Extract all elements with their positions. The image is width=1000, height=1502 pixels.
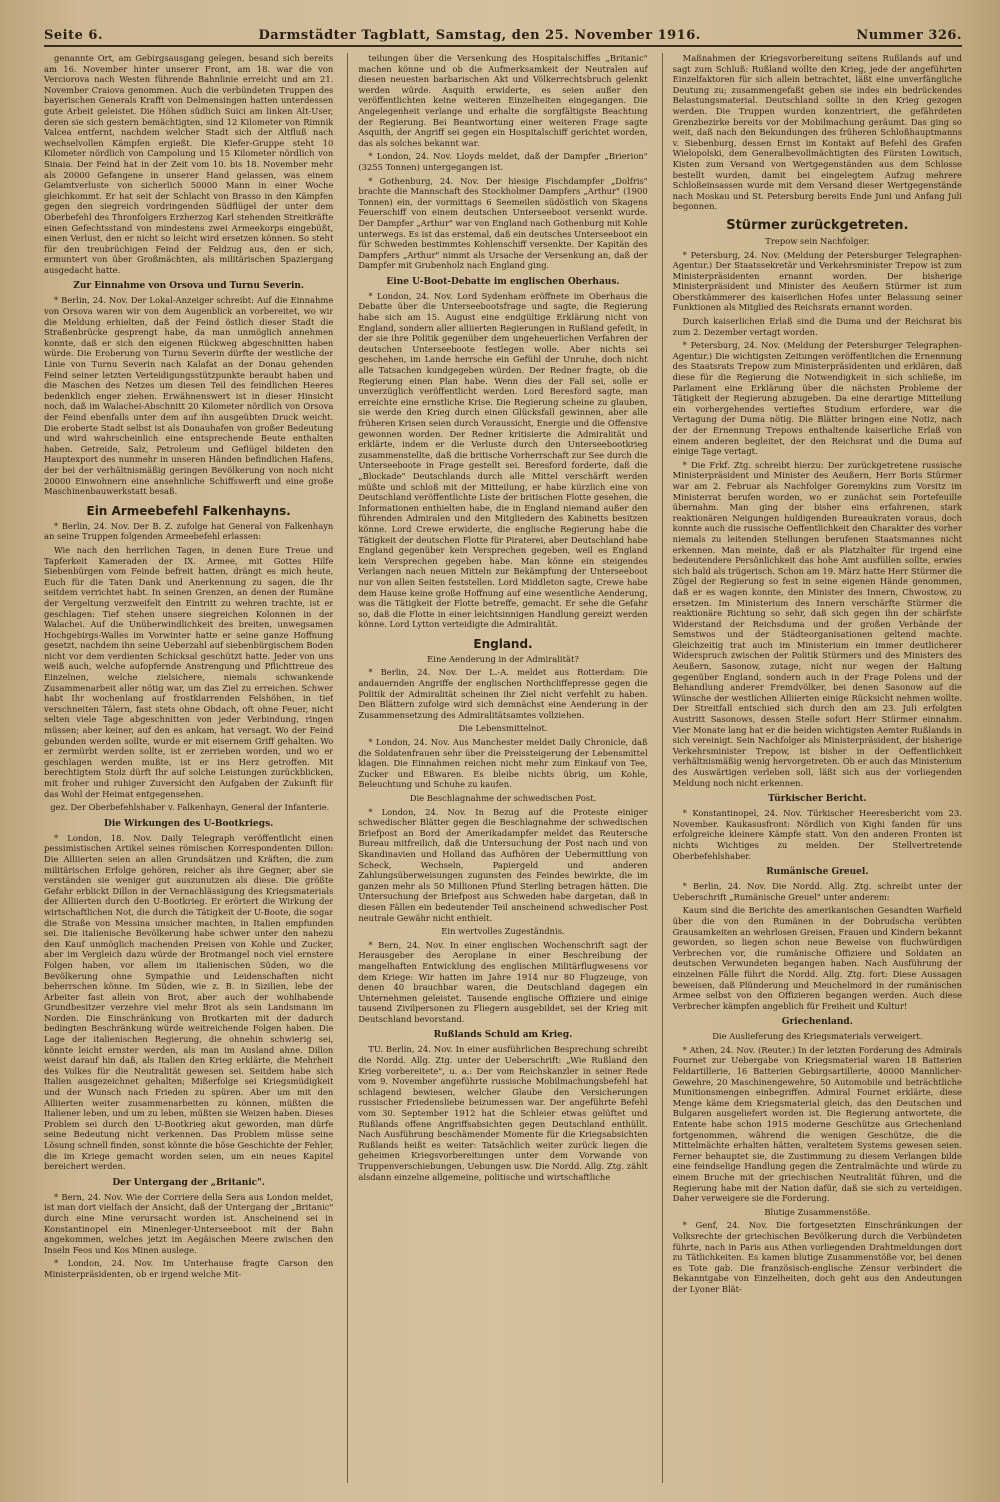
paragraph: * Genf, 24. Nov. Die fortgesetzten Einschränkungen der Volksrechte der griechischen Bevölkerung durch die Verbündeten führte, nach in Paris aus Athen vorliegenden Drahtmeldungen dort zu Tätlichkeiten. Es kamen blutige Zusammenstöße vor, bei denen es Tote gab. Die französisch-englische Zensur verbindert die Bekanntgabe von Einzelheiten, doch geht aus den Andeutungen der Lyoner Blät-: [672, 1220, 962, 1294]
paragraph: Maßnahmen der Kriegsvorbereitung seitens Rußlands auf und sagt zum Schluß: Rußland wollte den Krieg, jede der angeführten Einzelfaktoren für sich allein betrachtet, läßt eine unverfängliche Deutung zu; zusammengefaßt geben sie indes ein bedrückendes Belastungsmaterial. Deutschland sollte in den Krieg gezogen werden. Die Truppen wurden konzentriert, die gefährdeten Grenzbezirke bereits vor der Mobilmachung geräumt. Das ging so weit, daß nach den Bekundungen des früheren Schloßhauptmanns v. Siebenburg, dessen Ernst im Kontakt auf Befehl des Grafen Wielopolski, dem Generalbevollmächtigten des Fürsten Lowitsch, Kisten zum Versand von Wertgegenständen aus dem Schlosse bestellt wurden, damit bei eingelegtem Aufzug mehrere Schloßeinsassen wurde mit dem Versand dieser Wertgegenstände nach Moskau und St. Petersburg bereits Ende Juni und Anfang Juli begonnen.: [672, 53, 962, 212]
headline: Stürmer zurückgetreten.: [726, 217, 909, 233]
paragraph: * Konstantinopel, 24. Nov. Türkischer Heeresbericht vom 23. November. Kaukasusfront: Nördlich von Kighi fanden für uns erfolgreiche kleinere Kämpfe statt. Von den anderen Fronten ist nichts Wichtiges zu melden. Der Stellvertretende Oberbefehlshaber.: [672, 808, 962, 861]
headline: Türkischer Bericht.: [768, 794, 867, 805]
headline: Griechenland.: [781, 1017, 853, 1028]
paragraph: TU. Berlin, 24. Nov. In einer ausführlichen Besprechung schreibt die Nordd. Allg. Ztg. unter der Ueberschrift: „Wie Rußland den Krieg vorbereitete", u. a.: Der vom Reichskanzler in seiner Rede vom 9. November angeführte russische Mobilmachungsbefehl hat schlagend bewiesen, welcher Glaube den Versicherungen russischer Friedensliebe beizumessen war. Der angeführte Befehl vom 30. September 1912 hat die Schleier etwas gelüftet und Rußlands offene Angriffsabsichten gegen Deutschland enthüllt. Nach Ausführung beschämender Momente für die Kriegsabsichten Rußlands heißt es weiter: Tatsächlich weiter zurück liegen die geheimen Kriegsvorbereitungen unter dem Vorwande von Truppenverschiebungen, Uebungen usw. Die Nordd. Allg. Ztg. zählt alsdann einzelne allgemeine, politische und wirtschaftliche: [358, 1044, 648, 1182]
headline: Rußlands Schuld am Krieg.: [433, 1030, 573, 1041]
headline: England.: [473, 636, 533, 651]
paragraph: * Die Frkf. Ztg. schreibt hierzu: Der zurückgetretene russische Ministerpräsident und Minister des Aeußern, Herr Boris Stürmer war am 2. Februar als Nachfolger Goremykins zum Vorsitz im Ministerrat berufen worden, wo er zunächst sein Portefeuille übernahm. Man ging der bisher eins erfahrenen, stark reaktionären Neigungen huldigenden Bureaukraten voraus, doch konnte auch die russische Oeffentlichkeit den Charakter des vorher niemals zu leitenden Stellungen berufenen Staatsmannes nicht erkennen. Man meinte, daß er als Platzhalter für irgend eine bedeutendere Persönlichkeit das hohe Amt ausfüllen sollte, erwies sich bald als trügerisch. Schon am 19. März hatte Herr Stürmer die Zügel der Regierung so fest in seine eigenen Hände genommen, daß er es wagen konnte, den Minister des Innern, Chwostow, zu ersetzen. Im Ministerium des Innern verschärfte Stürmer die reaktionäre Richtung so sehr, daß sich gegen ihn der schärfste Widerstand der Reichsduma und der großen Verbände der Semstwos und der Städteorganisationen geltend machte. Gleichzeitig trat auch im Ministerium ein immer deutlicherer Widerspruch zwischen der Politik Stürmers und des Ministers des Aeußern, Sasonow, zutage, nicht nur wegen der Haltung gegenüber England, sondern auch in der Frage Polens und der Behandlung anderer Fremdvölker, bei denen Sasonow auf die Wünsche der westlichen Alliierten einige Rücksicht nehmen wollte. Der Streitfall entschied sich durch den am 23. Juli erfolgten Austritt Sasonows, dessen Stelle sofort Herr Stürmer einnahm. Vier Monate lang hat er die beiden wichtigsten Aemter Rußlands in sich vereinigt. Sein Nachfolger als Ministerpräsident, der bisherige Verkehrsminister Trepow, ist bisher in der Oeffentlichkeit verhältnismäßig wenig hervorgetreten. Ob er auch das Ministerium des Auswärtigen verleben soll, läßt sich aus der vorliegenden Meldung noch nicht erkennen.: [672, 459, 962, 788]
column-3: [662, 53, 962, 1483]
paragraph: Durch kaiserlichen Erlaß sind die Duma und der Reichsrat bis zum 2. Dezember vertagt worden.: [672, 316, 962, 337]
paragraph: * Berlin, 24. Nov. Der Lokal-Anzeiger schreibt: Auf die Einnahme von Orsova waren wir von dem Augenblick an vorbereitet, wo wir die Meldung erhielten, daß der Feind östlich dieser Stadt die Straßenbrücke gesprengt habe, da man unmöglich annehmen konnte, daß er sich den eigenen Rückweg abgeschnitten haben würde. Die Eroberung von Turnu Severin dürfte der westliche der Linie von Turnu Severin nach Kalafat an der Donau gehenden Feind seiner letzten Verteidigungsstützpunkte beraubt haben und die Maschen des Netzes um diesen Teil des feindlichen Heeres bedenklich enger ziehen. Erwähnenswert ist in dieser Hinsicht noch, daß im Walachei-Abschnitt 20 Kilometer nördlich von Orsova der Feind ebenfalls unter dem auf ihn ausgeübten Druck weicht. Die eroberte Stadt selbst ist als Donauhafen von großer Bedeutung und wird wahrscheinlich eine entsprechende Beute enthalten haben. Getreide, Salz, Petroleum und Geflügel bildeten den Hauptexport des nunmehr in unseren Händen befindlichen Hafens, der bei der verhältnismäßig geringen Bevölkerung von noch nicht 20000 Einwohnern eine ansehnliche Schiffswerft und eine große Maschinenbauwerkstatt besaß.: [44, 295, 334, 497]
column-2: [347, 53, 647, 1483]
page-label: Seite 6.: [44, 28, 103, 43]
subheadline: Trepow sein Nachfolger.: [765, 235, 870, 246]
masthead: [44, 28, 962, 47]
headline: Der Untergang der „Britanic".: [112, 1177, 265, 1188]
issue-number: Nummer 326.: [856, 28, 962, 43]
paragraph: * Bern, 24. Nov. Wie der Corriere della Sera aus London meldet, ist man dort vielfach der Ansicht, daß der Untergang der „Britanic" durch eine Mine verursacht worden ist. Anscheinend sei in Konstantinopel ein Minenleger-Unterseeboot mit der Bahn angekommen, welches jetzt im Aegäischen Meere zwischen den Inseln Feos und Kos Minen auslege.: [44, 1191, 334, 1255]
paragraph: * Petersburg, 24. Nov. (Meldung der Petersburger Telegraphen-Agentur.) Der Staatssekretär und Verkehrsminister Trepow ist zum Ministerpräsidenten ernannt worden. Der bisherige Ministerpräsident und Minister des Aeußern Stürmer ist zum Oberstkämmerer des kaiserlichen Hofes unter Belassung seiner Funktionen als Mitglied des Reichsrats ernannt worden.: [672, 249, 962, 313]
paragraph: * London, 24. Nov. Lloyds meldet, daß der Dampfer „Brierion" (3255 Tonnen) untergegangen ist.: [358, 151, 648, 172]
paragraph: * Berlin, 24. Nov. Die Nordd. Allg. Ztg. schreibt unter der Ueberschrift „Rumänische Greuel" unter anderem:: [672, 881, 962, 902]
paragraph: * Athen, 24. Nov. (Reuter.) In der letzten Forderung des Admirals Fournet zur Uebergabe von Kriegsmaterial waren 18 Batterien Feldartillerie, 16 Batterien Gebirgsartillerie, 40000 Mannlicher-Gewehre, 20 Maschinengewehre, 50 Automobile und beträchtliche Munitionsmengen einbegriffen. Admiral Fournet erklärte, diese Menge käme dem Kriegsmaterial gleich, das den Deutschen und Bulgaren ausgeliefert worden ist. Die Regierung antwortete, die Entente habe schon 1915 moderne Geschütze aus Griechenland fortgenommen, während die wenigen Geschütze, die die Mittelmächte erhalten hätten, veraltetem Systems gewesen seien. Ferner behauptet sie, die Zustimmung zu diesem Verlangen bilde eine feindselige Handlung gegen die Zentralmächte und würde zu einem Bruche mit der griechischen Neutralität führen, und die Regierung habe mit der Nation dafür, daß sie sich zu verteidigen. Daher verweigere sie die Forderung.: [672, 1044, 962, 1204]
subheadline: Ein wertvolles Zugeständnis.: [441, 926, 565, 937]
paragraph: Wie nach den herrlichen Tagen, in denen Eure Treue und Tapferkeit Kameraden der IX. Armee, mit Gottes Hilfe Siebenbürgen vom Feinde befreit hatten, drängt es mich heute, Euch für die Taten Dank und Anerkennung zu sagen, die Ihr seitdem verrichtet habt. In seinen Grenzen, an denen der Rumäne der Vergeltung verzweifelt den Eintritt zu wehren trachte, ist er geschlagen: Tief stehen unsere siegreichen Kolonnen in der Walachei. Auf die Unüberwindlichkeit des breiten, unwegsamen Hochgebirgs-Walles im Vorwinter hatte er seine ganze Hoffnung gesetzt, nachdem ihn seine Ueberzahl auf siebenbürgischem Boden nicht vor dem verdienten Schicksal geschützt hatte. Jeder von uns weiß auch, welche aufopfernde Anstrengung und Pflichttreue des Einzelnen, welche zielsichere, niemals schwankende Zusammenarbeit aller nötig war, um das Ziel zu erreichen. Schwer habt Ihr wochenlang auf frostklarrenden Felshöhen, in tief verschneiten Tälern, fast stets ohne Obdach, oft ohne Feuer, nicht selten viele Tage abgeschnitten von jeder Verbindung, ringen müssen; aber keiner, auf den es ankam, hat versagt. Wo der Feind gebunden werden sollte, wurde er mit eisernem Griff gehalten. Wo er zermürbt werden sollte, ist er zerrieben worden, und wo er geschlagen werden mußte, ist er ins Herz getroffen. Mit berechtigtem Stolz dürft Ihr auf solche Leistungen zurückblicken, mit froher und ruhiger Zuversicht den Aufgaben der Zukunft für das Wohl der Heimat entgegensehen.: [44, 544, 334, 799]
paragraph: * London, 24. Nov. Lord Sydenham eröffnete im Oberhaus die Debatte über die Unterseebootsfrage und sagte, die Regierung habe sich am 15. August eine endgültige Erklärung nicht von England, sondern aller alliierten Regierungen in Rußland gefeilt, in der sie ihre Politik gegenüber dem ungeheuerlichen Verfahren der deutschen Unterseeboote festlegen wolle. Aber nichts sei geschehen, im Lande herrsche ein Gefühl der Unruhe, doch nicht alle Tatsachen kundgegeben würden. Der Redner fragte, ob die Regierung einen Plan habe. Wenn dies der Fall sei, solle er unverzüglich veröffentlicht werden. Lord Beresford sagte, man erreichte eine ernstliche Krise. Die Regierung scheine zu glauben, sie werde den Krieg durch einen Glücksfall gewinnen, aber alle früheren Krisen seien durch Voraussicht, Energie und die Offensive gewonnen worden. Der Redner kritisierte die Admiralität und erklärte, indem er die Verluste durch den Unterseebootkrieg zusammenstellte, daß die britische Vorherrschaft zur See durch die Unterseeboote in Frage gestellt sei. Beresford forderte, daß die „Blockade" Deutschlands durch alle Mittel verschärft werden müßte und schloß mit der Mitteilung, er habe kürzlich eine von Deutschland veröffentlichte Liste der britischen Flotte gesehen, die Informationen enthielten habe, die in England niemand außer den führenden Admiralen und den Mitgliedern des Kabinetts besitzen könne. Lord Crewe erwiderte, die englische Regierung habe die Tätigkeit der deutschen Flotte für Piraterei, aber Deutschland habe England gegenüber kein Versprechen gegeben, weil es England kein Versprechen gegeben habe. Man könne ein steigendes Verlangen nach neuen Mitteln zur Bekämpfung der Unterseeboot nur von allen Seiten feststellen. Lord Middleton sagte, Crewe habe dem Hause keine große Hoffnung auf eine wesentliche Aenderung, was die Tätigkeit der Flotte betreffe, gemacht. Er sehe die Gefahr so, daß die Flotte in einer leichtsinnigen Handlung gereizt werden könne. Lord Lytton verteidigte die Admiralität.: [358, 290, 648, 630]
paragraph: teilungen über die Versenkung des Hospitalschiffes „Britanic" machen könne und ob die Aufmerksamkeit der Neutralen auf diesen neuesten barbarischen Akt und Völkerrechtsbruch gelenkt werden würde. Asquith erwiderte, es seien außer den veröffentlichten keine weiteren Einzelheiten eingegangen. Die Angelegenheit verlange und erhalte die sorgfältigste Beachtung der Regierung. Bei Beantwortung einer weiteren Frage sagte Asquith, der Angriff sei gegen ein Hospitalschiff gerichtet worden, das als solches bekannt war.: [358, 53, 648, 148]
paragraph: * Berlin, 24. Nov. Der B. Z. zufolge hat General von Falkenhayn an seine Truppen folgenden Armeebefehl erlassen:: [44, 520, 334, 542]
subheadline: Die Beschlagnahme der schwedischen Post.: [409, 793, 597, 803]
paper-title-date: Darmstädter Tagblatt, Samstag, den 25. November 1916.: [258, 28, 701, 43]
paragraph: * London, 24. Nov. Aus Manchester meldet Daily Chronicle, daß die Soldatenfrauen sehr über die Preissteigerung der Lebensmittel klagen. Die Einnahmen reichen nicht mehr zum Einkauf von Tee, Zucker und Eßwaren. Es bleibe nichts übrig, um Kohle, Beleuchtung und Schuhe zu kaufen.: [358, 737, 648, 790]
paragraph: * Bern, 24. Nov. In einer englischen Wochenschrift sagt der Herausgeber des Aeroplane in einer Beschreibung der mangelhaften Entwicklung des englischen Militärflugwesens vor dem Kriege: Wir hatten im Jahre 1914 nur 80 Flugzeuge, von denen 40 brauchbar waren, die Deutschland dagegen ein Unternehmen geleistet. Tausende englische Offiziere und einige tausend Zivilpersonen zu Fliegern ausgebildet, sei der Krieg mit Deutschland bevorstand.: [358, 939, 648, 1024]
subheadline: Blutige Zusammenstöße.: [764, 1206, 871, 1217]
column-1: [44, 53, 333, 1483]
headline: Eine U-Boot-Debatte im englischen Oberhaus.: [386, 276, 620, 287]
headline: Zur Einnahme von Orsova und Turnu Severin.: [73, 281, 305, 292]
paragraph: * Gothenburg, 24. Nov. Der hiesige Fischdampfer „Dolfris" brachte die Mannschaft des Stockholmer Dampfers „Arthur" (1900 Tonnen) ein, der vormittags 6 Seemeilen südöstlich von Skagens Feuerschiff von einem deutschen Unterseeboot versenkt wurde. Der Dampfer „Arthur" war von England nach Gothenburg mit Kohle unterwegs. Es ist das erstemal, daß ein deutsches Unterseeboot ein für Schweden bestimmtes Kohlenschiff versenkte. Der Kapitän des Dampfers „Arthur" nimmt als Ursache der Versenkung an, daß der Dampfer mit Grubenholz nach England ging.: [358, 175, 648, 271]
paragraph: * Berlin, 24. Nov. Der L.-A. meldet aus Rotterdam: Die andauernden Angriffe der englischen Northcliffepresse gegen die Politik der Admiralität scheinen ihr Ziel nicht verfehlt zu haben. Den Blättern zufolge wird sich demnächst eine Aenderung in der Zusammensetzung des Admiralitätsamtes vollziehen.: [358, 667, 648, 720]
headline: Die Wirkungen des U-Bootkriegs.: [104, 818, 274, 829]
paragraph: * London, 24. Nov. Im Unterhause fragte Carson den Ministerpräsidenten, ob er irgend welche Mit-: [44, 1258, 334, 1279]
subheadline: Die Lebensmittelnot.: [458, 723, 548, 734]
columns: [44, 53, 962, 1483]
paragraph: * London, 24. Nov. In Bezug auf die Proteste einiger schwedischer Blätter gegen die Beschlagnahme der schwedischen Briefpost an Bord der Amerikadampfer meldet das Reutersche Bureau mitfreilich, daß die Untersuchung der Post nach und von Skandinavien und Holland das Aufhören der Uebermittlung von Scheck, Wechseln, Papiergeld und anderen Zahlungsüberweisungen zugunsten des Feindes bewirkte, die im ganzen mehr als 50 Millionen Pfund Sterling betragen hätten. Die Untersuchung der Briefpost aus Schweden habe dargetan, daß in diesen Fällen ein bedeutender Teil anscheinend schwedischer Post neutrale Gewähr nicht enthielt.: [358, 806, 648, 923]
subheadline: Eine Aenderung in der Admiralität?: [427, 653, 579, 664]
headline: Rumänische Greuel.: [766, 867, 869, 878]
signature-line: gez. Der Oberbefehlshaber v. Falkenhayn, General der Infanterie.: [50, 802, 330, 813]
paragraph: genannte Ort, am Gebirgsausgang gelegen, besand sich bereits am 16. November hinter unserer Front, am 18. war die von Verciorova nach Westen führende Bahnlinie erreicht und am 21. November Craiova genommen. Auch die verbündeten Truppen des bayerischen Generals Krafft von Delmensingen hatten unterdessen gute Arbeit geleistet. Die Höhen südlich Suici am linken Alt-User, deren sie sich gestern bemächtigten, sind 12 Kilometer von Rimnik Valcea entfernt, nachdem welcher Stadt sich der Altfluß nach wechselvollen Kämpfen ergießt. Die Kiefer-Gruppe steht 10 Kilometer nördlich von Campolung und 15 Kilometer nördlich von Sinaia. Der Feind hat in der Zeit vom 10. bis 18. November mehr als 20000 Gefangene in unserer Hand gelassen, was einem Gelamtverluste von sicherlich 50000 Mann in einer Woche gleichkommt. Er hat seit der Schlacht von Brasso in den Kämpfen gegen den siegreich vordringenden Südflügel der unter dem Oberbefehl des Thronfolgers Erzherzog Karl stehenden Streitkräfte einen Gefechtsstand von mindestens zwei Armeekorps eingebüßt, einen Verlust, den er nicht so leicht wird ersetzen können. So steht für den treubrüchigen Feind der Feldzug aus, den er sich, ermuntert von über Großmächten, als militärischen Spaziergang ausgedacht hatte.: [44, 53, 334, 275]
paragraph: * London, 18. Nov. Daily Telegraph veröffentlicht einen pessimistischen Artikel seines römischen Korrespondenten Dillon: Die Alliierten seien an allen Grundsätzen und Kräften, die zum militärischen Erfolge gehören, reicher als ihre Gegner, aber sie verständen sie weniger gut auszunutzen als diese. Die größte Gefahr erblickt Dillon in der Vernachlässigung des Kriegsmaterials der Alliierten durch den U-Bootkrieg. Er erörtert die Wirkung der wirtschaftlichen Not, die durch die Tätigkeit der U-Boote, die sogar die Straße von Messina unsicher machten, in Italien empfunden sei. Die italienische Bevölkerung habe schwer unter den nahezu den Kauf unmöglich machenden Preisen von Kohle und Zucker, aber im Vergleich dazu würde der Brotmangel noch viel ernstere Folgen haben, vor allem im italienischen Süden, wo die Bevölkerung ohne Sympathie und Leidenschaften nicht beherrschen könne. Im Süden, wie z. B. in Sizilien, lebe der Arbeiter fast allein von Brot, aber auch der wohlhabende Grundbesitzer verzehre viel mehr Brot als sein Landsmann im Norden. Die Einschränkung von Brotkarten mit der dadurch bedingten Beschränkung würde weitreichende Folgen haben. Die Lage der italienischen Regierung, die ohnehin schwierig sei, könnte leicht ernster werden, als man im Ausland ahne. Dillon weist darauf hin daß, als Italien den Krieg erklärte, die Mehrheit des Volkes für die Neutralität gewesen sei. Seitdem habe sich Italien ausgezeichnet gehalten; Mißerfolge sei Kriegsmüdigkeit und der Wunsch nach Frieden zu spüren. Aber um mit den Alliierten weiter zusammenarbeiten zu können, müßten die Italiener leben, und um zu leben, müßten sie Weizen haben. Dieses Problem sei durch den U-Bootkrieg akut geworden, man dürfe seine Bedeutung nicht verkennen. Das Problem müsse seine Lösung schnell finden, sonst könnte die böse Geschichte der Fehler, die im Kriege gemacht worden seien, um ein neues Kapitel bereichert werden.: [44, 832, 334, 1172]
headline: Ein Armeebefehl Falkenhayns.: [86, 503, 291, 518]
paragraph: Kaum sind die Berichte des amerikanischen Gesandten Warfield über die von den Rumänen in der Dobrudscha verübten Grausamkeiten an wehrlosen Greisen, Frauen und Kindern bekannt geworden, so liegen schon neue Beweise von fluchwürdigen Verbrechen vor, die rumänische Offiziere und Soldaten an deutschen Verwundeten begangen haben. Nach Ausführung der einzelnen Fälle führt die Nordd. Allg. Ztg. fort: Diese Aussagen beweisen, daß Plünderung und Meuchelmord in der rumänischen Armee selbst von den Offizieren begangen werden. Auch diese Verbrecher kämpfen angeblich für Freiheit und Kultur!: [672, 905, 962, 1011]
paragraph: * Petersburg, 24. Nov. (Meldung der Petersburger Telegraphen-Agentur.) Die wichtigsten Zeitungen veröffentlichen die Ernennung des Staatsrats Trepow zum Ministerpräsidenten und erklären, daß diese für die Regierung die Notwendigkeit in sich schließe, im Parlament eine Erklärung über die nächsten Probleme der Tätigkeit der Regierung abzugeben. Da eine derartige Mitteilung ein vorhergehendes vertieftes Studium erfordere, war die Vertagung der Duma nötig. Die Blätter bringen eine Notiz, nach der der Ernennung Trepows enthaltende kaiserliche Erlaß von einem anderen begleitet, der den Reichsrat und die Duma auf einige Tage vertagt.: [672, 340, 962, 457]
subheadline: Die Auslieferung des Kriegsmaterials verweigert.: [712, 1031, 923, 1042]
